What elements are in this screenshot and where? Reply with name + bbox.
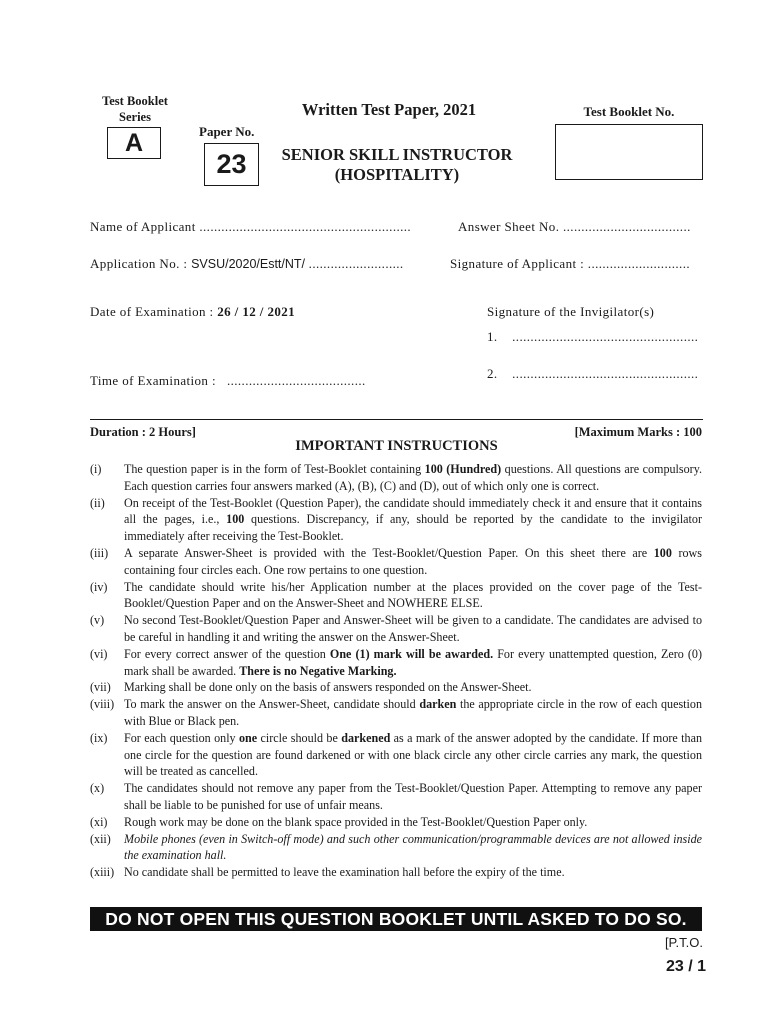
instruction-number: (ix) (90, 730, 108, 745)
date-of-examination-field (90, 304, 295, 320)
invigilator-signature-label: Signature of the Invigilator(s) (487, 304, 655, 319)
instruction-text-part: For every unattempted question, Zero (0) mark shall be awarded. (124, 646, 702, 678)
instruction-text-part: For every correct answer of the question (124, 646, 330, 661)
instruction-text-part: The candidates should not remove any paper from the Test-Booklet/Question Paper. Attempting to remove any paper shall be liable to be punished for use of unfair means. (124, 781, 702, 812)
instruction-text-part: circle should be (257, 730, 342, 745)
instruction-number: (i) (90, 462, 102, 476)
instruction-text-part: Marking shall be done only on the basis of answers responded on the Answer-Sheet. (124, 680, 532, 695)
instruction-text-bold: One (1) mark will be awarded. (329, 646, 494, 661)
instruction-text-part: The candidate should write his/her Application number at the places provided on the cover page of the Test-Booklet/Question Paper and on the Answer-Sheet and NOWHERE ELSE. (124, 579, 702, 611)
instruction-text-part: the appropriate circle in the row of each question with Blue or Black pen. (124, 697, 702, 728)
instruction-item (90, 679, 702, 696)
series-label (92, 93, 178, 125)
paper-no-value: 23 (216, 149, 247, 179)
instruction-text (124, 461, 702, 495)
instruction-item (90, 545, 702, 579)
series-value: A (124, 129, 144, 157)
instruction-item (90, 612, 702, 646)
instruction-text (124, 545, 702, 579)
instruction-text-bold: There is no Negative Marking. (239, 663, 397, 678)
instructions-heading: IMPORTANT INSTRUCTIONS (295, 438, 498, 454)
maximum-marks: [Maximum Marks : 100 (574, 425, 702, 439)
series-label-line-1: Test Booklet (102, 94, 168, 108)
duration: Duration : 2 Hours] (90, 425, 196, 439)
instruction-text-bold: 100 (226, 512, 245, 527)
instruction-text (124, 730, 702, 780)
instruction-text-part: as a mark of the answer adopted by the candidate. If more than one circle for the question are found darkened or with one black circle any other circle carries any mark, the question will be treated as cancelled. (124, 730, 702, 779)
name-of-applicant-field: Name of Applicant .......................................................... (90, 219, 412, 234)
instruction-number: (x) (90, 781, 105, 796)
paper-no-box (204, 143, 259, 186)
instruction-text (124, 679, 702, 696)
instruction-item (90, 646, 702, 680)
time-of-examination-field: Time of Examination : ...................................... (90, 373, 366, 388)
instruction-text-part: Rough work may be done on the blank space provided in the Test-Booklet/Question Paper only. (124, 814, 588, 829)
booklet-no-label: Test Booklet No. (583, 104, 675, 119)
instruction-text-part: For each question only (124, 730, 239, 745)
instruction-number: (xiii) (90, 865, 115, 880)
instruction-number: (viii) (90, 697, 115, 712)
answer-sheet-no-field: Answer Sheet No. ................................... (458, 219, 691, 234)
instruction-text (124, 831, 702, 865)
subject-line-1: SENIOR SKILL INSTRUCTOR (281, 145, 513, 164)
instruction-text (124, 780, 702, 814)
instruction-text-part: questions. All questions are compulsory. Each question carries four answers marked (A), (B), (C) and (D), out of which only one is correct. (124, 462, 702, 493)
instruction-text-bold: darken (419, 697, 457, 712)
instruction-text-part: On receipt of the Test-Booklet (Question Paper), the candidate should immediately check it and ensure that it contains all the pages, i.e., (124, 495, 702, 527)
page-number: 23 / 1 (665, 958, 706, 975)
instruction-text-part: rows containing four circles each. One row pertains to one question. (124, 545, 702, 577)
instruction-number: (vii) (90, 680, 111, 695)
invigilator-signature-1: 1. ................................................... (487, 329, 699, 344)
instruction-text-bold: darkened (341, 730, 391, 745)
instruction-item (90, 864, 702, 881)
invigilator-signature-2: 2. ................................................... (487, 366, 699, 381)
instruction-text (124, 495, 702, 545)
instruction-text-bold: 100 (Hundred) (424, 462, 502, 476)
series-label-line-2: Series (119, 110, 151, 124)
instruction-number: (ii) (90, 495, 105, 510)
instruction-text-part: To mark the answer on the Answer-Sheet, candidate should (124, 697, 420, 712)
instruction-number: (xi) (90, 814, 108, 829)
instruction-text-part: The question paper is in the form of Test-Booklet containing (124, 462, 425, 476)
instruction-text-part: questions. Discrepancy, if any, should be reported by the candidate to the invigilator immediately after receiving the Test-Booklet. (124, 512, 702, 544)
instruction-text (124, 864, 702, 881)
instructions-list (90, 461, 702, 881)
series-value-box (107, 127, 161, 159)
instruction-item (90, 730, 702, 780)
page-title: Written Test Paper, 2021 (301, 100, 477, 119)
instruction-text (124, 646, 702, 680)
warning-banner: DO NOT OPEN THIS QUESTION BOOKLET UNTIL ASKED TO DO SO. (90, 907, 702, 931)
instruction-item (90, 495, 702, 545)
subject-title (262, 145, 532, 185)
booklet-no-box (555, 124, 703, 180)
instruction-text-part: A separate Answer-Sheet is provided with the Test-Booklet/Question Paper. On this sheet there are (124, 545, 654, 560)
instruction-text-bold: 100 (653, 545, 672, 560)
instruction-text (124, 579, 702, 613)
instruction-item (90, 579, 702, 613)
divider (90, 419, 703, 420)
instruction-text-italic: Mobile phones (even in Switch-off mode) and such other communication/programmable devices are not allowed inside the examination hall. (124, 831, 702, 863)
date-value: 26 / 12 / 2021 (217, 304, 296, 319)
instruction-text-bold: one (239, 730, 258, 745)
instruction-number: (iv) (90, 579, 108, 594)
instruction-number: (iii) (90, 545, 109, 560)
instruction-item (90, 831, 702, 865)
instruction-number: (xii) (90, 831, 111, 846)
instruction-item (90, 461, 702, 495)
instruction-text (124, 814, 702, 831)
instruction-item (90, 696, 702, 730)
application-no-label: Application No. : (90, 256, 192, 271)
instruction-text-part: No second Test-Booklet/Question Paper and Answer-Sheet will be given to a candidate. The candidates are advised to be careful in handling it and writing the answer on the Answer-Sheet. (124, 613, 702, 644)
subject-line-2: (HOSPITALITY) (334, 165, 460, 184)
date-label: Date of Examination : (90, 304, 218, 319)
instruction-item (90, 780, 702, 814)
instruction-text (124, 696, 702, 730)
application-no-value: SVSU/2020/Estt/NT/ (191, 257, 306, 271)
instruction-number: (vi) (90, 646, 108, 661)
instruction-item (90, 814, 702, 831)
paper-no-label: Paper No. (199, 124, 255, 139)
signature-of-applicant-field: Signature of Applicant : ............................ (450, 256, 691, 271)
instruction-text-part: No candidate shall be permitted to leave the examination hall before the expiry of the time. (124, 865, 565, 880)
application-no-dots: .......................... (305, 256, 404, 271)
application-no-field (90, 256, 404, 272)
instruction-number: (v) (90, 613, 105, 628)
instruction-text (124, 612, 702, 646)
pto-label: [P.T.O. (664, 935, 703, 950)
